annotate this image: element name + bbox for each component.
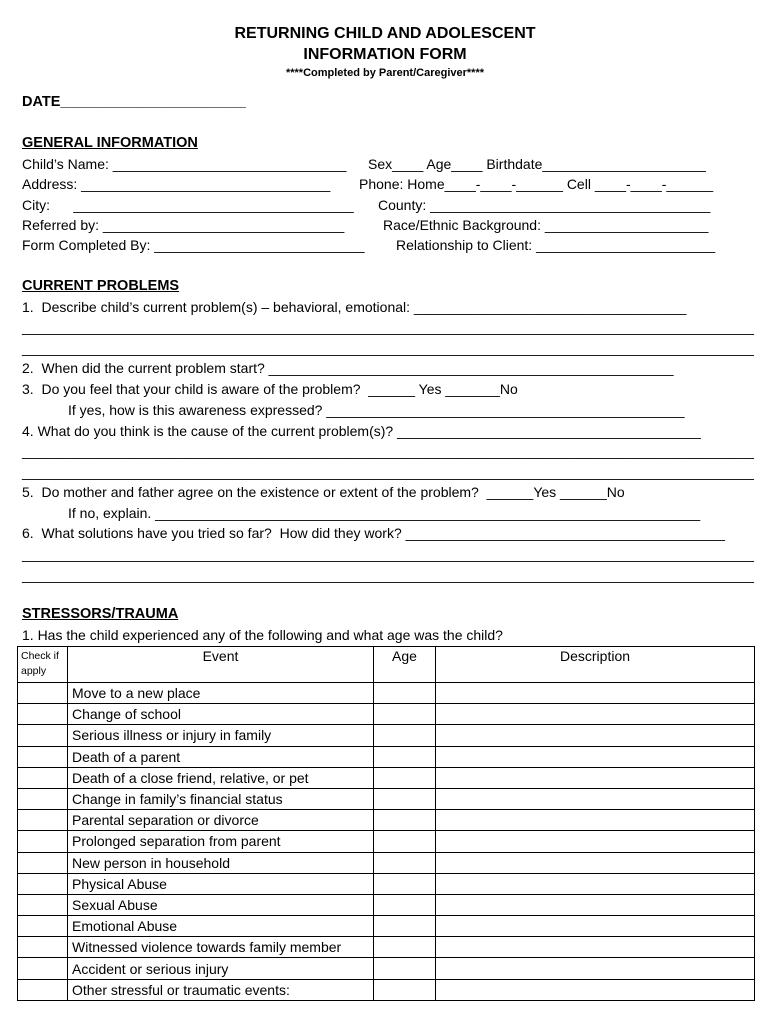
check-cell[interactable] [18,958,68,979]
check-cell[interactable] [18,894,68,915]
question-5[interactable]: 5. Do mother and father agree on the existence or extent of the problem? ______Yes ______No [22,484,625,500]
description-cell[interactable] [436,831,755,852]
relationship-field[interactable]: Relationship to Client: _______________________ [396,237,716,253]
description-cell[interactable] [436,683,755,704]
event-cell: Serious illness or injury in family [68,725,374,746]
check-cell[interactable] [18,916,68,937]
description-cell[interactable] [436,704,755,725]
event-column-header: Event [68,647,374,683]
event-cell: Physical Abuse [68,873,374,894]
table-row [18,767,755,788]
table-row [18,894,755,915]
table-row [18,916,755,937]
description-cell[interactable] [436,767,755,788]
referred-by-field[interactable]: Referred by: _______________________________ [22,217,345,233]
question-3-followup[interactable]: If yes, how is this awareness expressed? ______________________________________________ [68,402,685,418]
question-6[interactable]: 6. What solutions have you tried so far? How did they work? _________________________________________ [22,525,725,541]
table-row [18,873,755,894]
event-cell: Change in family’s financial status [68,788,374,809]
description-cell[interactable] [436,725,755,746]
check-cell[interactable] [18,979,68,1000]
child-name-field[interactable]: Child’s Name: ______________________________ [22,156,347,172]
age-cell[interactable] [374,916,436,937]
question-5-followup[interactable]: If no, explain. ______________________________________________________________________ [68,505,701,521]
description-cell[interactable] [436,852,755,873]
age-cell[interactable] [374,958,436,979]
check-cell[interactable] [18,767,68,788]
event-cell: New person in household [68,852,374,873]
answer-line[interactable]: ______________________________________________________________________________________________ [22,546,754,562]
event-cell: Emotional Abuse [68,916,374,937]
table-row [18,979,755,1000]
event-cell: Accident or serious injury [68,958,374,979]
question-3[interactable]: 3. Do you feel that your child is aware of the problem? ______ Yes _______No [22,381,518,397]
check-cell[interactable] [18,704,68,725]
question-2[interactable]: 2. When did the current problem start? ____________________________________________________ [22,360,674,376]
age-cell[interactable] [374,788,436,809]
form-subtitle: ****Completed by Parent/Caregiver**** [285,67,485,79]
stressors-question-1: 1. Has the child experienced any of the following and what age was the child? [22,627,503,643]
question-1[interactable]: 1. Describe child’s current problem(s) – behavioral, emotional: ___________________________________ [22,299,687,315]
age-cell[interactable] [374,767,436,788]
stressors-heading: STRESSORS/TRAUMA [22,606,179,622]
event-cell: Prolonged separation from parent [68,831,374,852]
age-cell[interactable] [374,831,436,852]
table-row [18,958,755,979]
age-cell[interactable] [374,873,436,894]
table-row [18,831,755,852]
form-title-line2: INFORMATION FORM [303,46,467,63]
check-cell[interactable] [18,788,68,809]
event-cell: Death of a parent [68,746,374,767]
age-cell[interactable] [374,894,436,915]
answer-line[interactable]: ______________________________________________________________________________________________ [22,319,754,335]
stressors-table [17,646,755,1001]
phone-field[interactable]: Phone: Home____-____-______ Cell ____-____-______ [359,176,714,192]
table-row [18,810,755,831]
age-cell[interactable] [374,852,436,873]
table-row [18,704,755,725]
answer-line[interactable]: ______________________________________________________________________________________________ [22,340,754,356]
table-row [18,746,755,767]
answer-line[interactable]: ______________________________________________________________________________________________ [22,567,754,583]
check-cell[interactable] [18,683,68,704]
city-field[interactable]: City: ____________________________________ [22,197,354,213]
event-cell: Change of school [68,704,374,725]
table-header-row [18,647,755,683]
table-row [18,852,755,873]
question-4[interactable]: 4. What do you think is the cause of the current problem(s)? _______________________________________ [22,423,701,439]
description-column-header: Description [436,647,755,683]
event-cell: Move to a new place [68,683,374,704]
event-cell: Sexual Abuse [68,894,374,915]
age-cell[interactable] [374,937,436,958]
description-cell[interactable] [436,958,755,979]
race-ethnic-field[interactable]: Race/Ethnic Background: _____________________ [383,217,709,233]
age-cell[interactable] [374,810,436,831]
check-column-header: Check if apply [18,647,68,683]
current-problems-heading: CURRENT PROBLEMS [22,278,180,294]
description-cell[interactable] [436,979,755,1000]
general-info-heading: GENERAL INFORMATION [22,135,198,151]
table-row [18,683,755,704]
table-row [18,725,755,746]
date-field[interactable]: DATE_______________________ [22,94,246,110]
age-cell[interactable] [374,725,436,746]
table-row [18,788,755,809]
description-cell[interactable] [436,916,755,937]
description-cell[interactable] [436,937,755,958]
event-cell: Witnessed violence towards family member [68,937,374,958]
check-cell[interactable] [18,937,68,958]
table-row [18,937,755,958]
answer-line[interactable]: ______________________________________________________________________________________________ [22,443,754,459]
event-cell: Parental separation or divorce [68,810,374,831]
description-cell[interactable] [436,788,755,809]
description-cell[interactable] [436,894,755,915]
check-cell[interactable] [18,873,68,894]
age-cell[interactable] [374,704,436,725]
sex-age-birthdate-field[interactable]: Sex____ Age____ Birthdate_____________________ [368,156,706,172]
check-cell[interactable] [18,746,68,767]
age-cell[interactable] [374,979,436,1000]
check-cell[interactable] [18,725,68,746]
county-field[interactable]: County: ____________________________________ [378,197,711,213]
description-cell[interactable] [436,873,755,894]
check-cell[interactable] [18,852,68,873]
age-cell[interactable] [374,683,436,704]
age-cell[interactable] [374,746,436,767]
form-title-line1: RETURNING CHILD AND ADOLESCENT [234,25,536,42]
description-cell[interactable] [436,746,755,767]
description-cell[interactable] [436,810,755,831]
check-cell[interactable] [18,810,68,831]
event-cell: Death of a close friend, relative, or pet [68,767,374,788]
check-cell[interactable] [18,831,68,852]
event-cell: Other stressful or traumatic events: [68,979,374,1000]
form-completed-by-field[interactable]: Form Completed By: ___________________________ [22,237,365,253]
age-column-header: Age [374,647,436,683]
address-field[interactable]: Address: ________________________________ [22,176,331,192]
answer-line[interactable]: ______________________________________________________________________________________________ [22,464,754,480]
